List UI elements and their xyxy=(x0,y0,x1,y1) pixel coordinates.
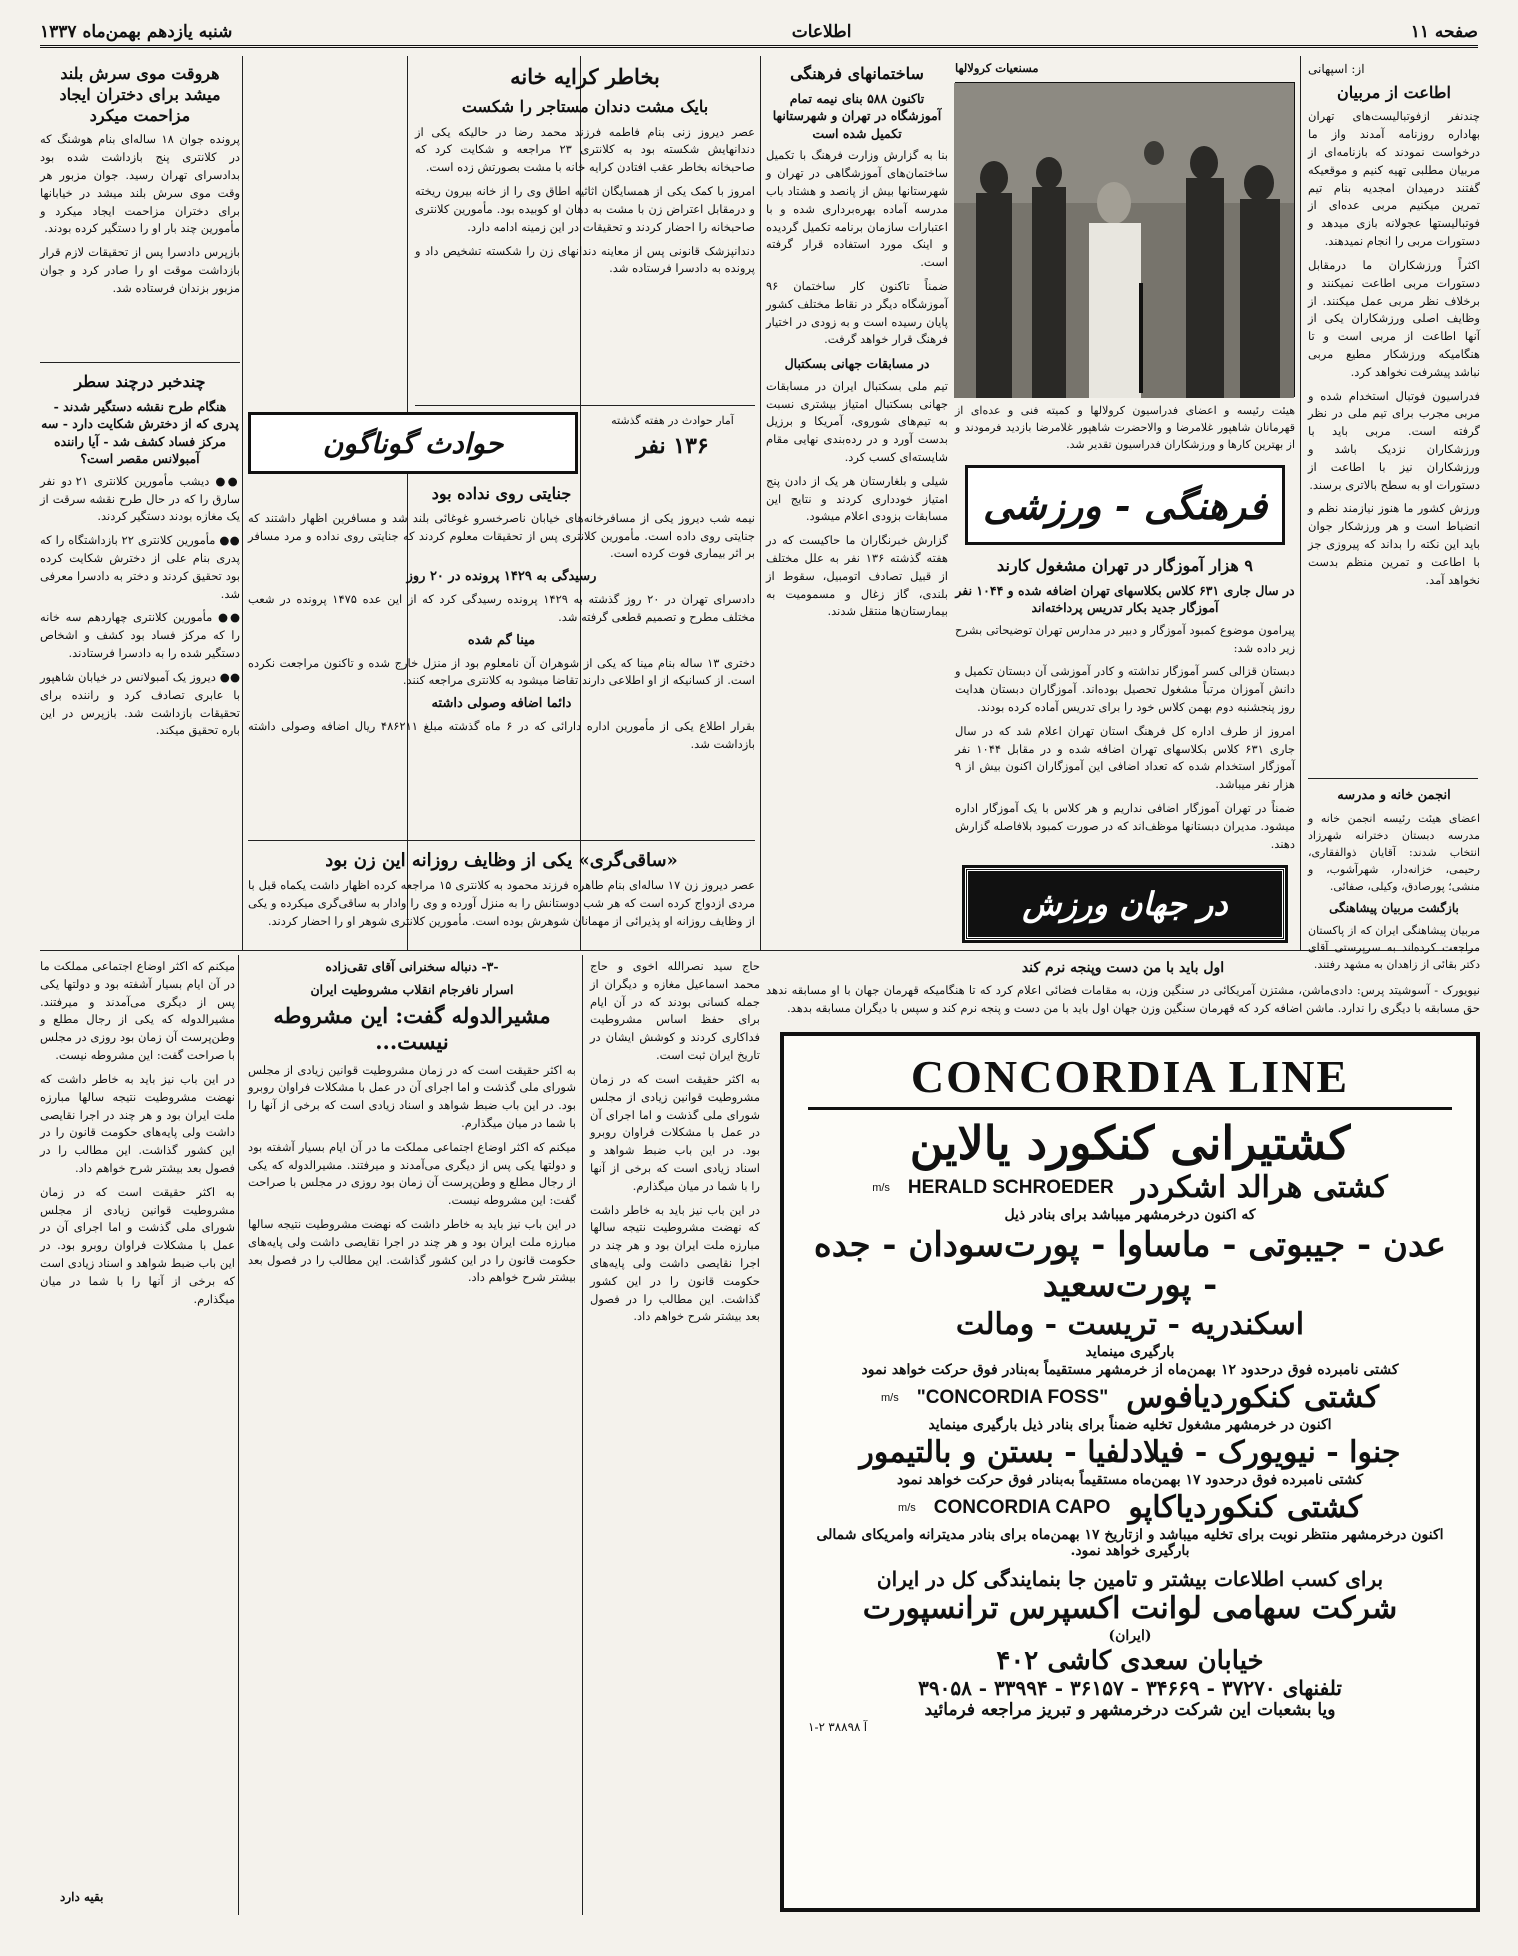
newspaper-name: اطلاعات xyxy=(791,21,852,42)
article-paragraph: ●● دیروز یک آمبولانس در خیابان شاهپور با عابری تصادف کرد و راننده برای تحقیقات بازداشت شد. بازپرس در این باره تحقیق میکند. xyxy=(40,669,240,738)
agent-country: (ایران) xyxy=(1108,1628,1152,1644)
article-subtitle: در مسابقات جهانی بسکتبال xyxy=(784,356,930,372)
incidents-banner: حوادث گوناگون xyxy=(248,412,578,474)
article-paragraph: امروز از طرف اداره کل فرهنگ استان تهران اعلام شد که در سال جاری ۶۳۱ کلاس بکلاسهای تهران اضافه شده و در مقابل ۱۰۴۴ نفر آموزگار استخدام شده که تعداد اضافی این آموزگاران اکنون بیش از ۹ هزار نفر میباشد. xyxy=(955,723,1295,792)
article-label: «ساقی‌گری» xyxy=(578,850,678,871)
article-paragraph: در این باب نیز باید به خاطر داشت که نهضت مشروطیت نتیجه سالها مبارزه ملت ایران بود و هر چند در اجرا نقایصی داشت ولی پایه‌های حکومت قانون را در این کشور گذاشت. این مطالب را در فصول بعد بیشتر شرح خواهم داد. xyxy=(248,1217,576,1285)
article-paragraph: به اکثر حقیقت است که در زمان مشروطیت قوانین زیادی از مجلس شورای ملی گذشت و اما اجرای آن در عمل با مشکلات فراوان روبرو بود. در این باب ضبط شواهد و اسناد زیادی است که برخی از آنها را با شما در میان میگذارم. xyxy=(590,1071,760,1193)
article-school-buildings xyxy=(766,60,948,945)
article-rent xyxy=(415,60,755,400)
sailing-note: کشتی نامبرده فوق درحدود ۱۷ بهمن‌ماه مستقیماً به‌بنادر فوق حرکت خواهد نمود xyxy=(896,1472,1364,1488)
article-title: چندخبر درچند سطر xyxy=(74,372,206,391)
article-title: بخاطر کرایه خانه xyxy=(510,64,660,89)
article-paragraph: بنا به گزارش وزارت فرهنگ با تکمیل ساختمان‌های آموزشگاهی در تهران و شهرستانها بیش از پانصد و هشتاد باب مدرسه آماده بهره‌برداری شده و با اعتبارات سازمان برنامه تکمیل گردیده و اینک مورد استفاده قرار گرفته است. xyxy=(766,148,948,270)
sailing-note: کشتی نامبرده فوق درحدود ۱۲ بهمن‌ماه از خرمشهر مستقیماً به‌بنادر فوق حرکت خواهد نمود xyxy=(861,1362,1399,1378)
ship-prefix: m/s xyxy=(898,1501,916,1514)
article-paragraph: مربیان پیشاهنگی ایران که از پاکستان مراجعت کرده‌اند به سرپرستی آقای دکتر بقائی از زاهدان به مشهد رفتند. xyxy=(1308,923,1480,971)
ship-name-en: HERALD SCHROEDER xyxy=(907,1176,1114,1198)
photo-caption: هیئت رئیسه و اعضای فدراسیون کرولالها و کمیته فنی و عده‌ای از قهرمانان شاهپور غلامرضا و والاحضرت شاهپور غلامرضا بازدید فرمودند و از بهترین کارها و ورزشکاران فدراسیون تقدیر شد. xyxy=(955,404,1295,452)
ad-title-en: CONCORDIA LINE xyxy=(808,1050,1452,1110)
article-title: رسیدگی به ۱۴۲۹ پرونده در ۲۰ روز xyxy=(406,569,597,585)
article-paragraph: دندانپزشک قانونی پس از معاینه دندانهای زن را شکسته تشخیص داد و پرونده به دادسرا فرستاده شد. xyxy=(415,243,755,276)
agent-company: شرکت سهامی لوانت اکسپرس ترانسپورت xyxy=(862,1591,1398,1626)
article-title: اول باید با من دست وپنجه نرم کند xyxy=(1021,960,1225,976)
article-isfahani xyxy=(1308,60,1480,775)
article-title: جنایتی روی نداده بود xyxy=(431,484,572,503)
incident-stats xyxy=(590,412,755,474)
article-paragraph: ضمناً در تهران آموزگار اضافی نداریم و هر کلاس با یک آموزگار اداره میشود. مدیران دبستانها موظف‌اند که در صورت کمبود بلافاصله گزارش دهند. xyxy=(955,801,1295,851)
article-paragraph: ورزش کشور ما هنوز نیازمند نظم و انضباط است و هر ورزشکار جوان باید این نکته را بداند که پیروزی جز با اطاعت و تمرین منظم بدست نخواهد آمد. xyxy=(1308,501,1480,587)
article-title-text: یکی از وظایف روزانه این زن بود xyxy=(325,850,573,871)
section-rule xyxy=(415,405,755,406)
column-rule xyxy=(760,56,761,951)
article-title: ساختمانهای فرهنگی xyxy=(790,64,924,83)
ship-2 xyxy=(808,1380,1452,1415)
column-rule xyxy=(1300,56,1301,951)
series-number: -۳- xyxy=(481,959,499,974)
article-saqi xyxy=(248,845,755,945)
article-paragraph: فدراسیون فوتبال استخدام شده و مربی مجرب برای تیم ملی در نظر گرفته است. مربی باید با ورزشکاران نزدیک باشد و ورزشکاران نیز با اطاعت از دستورات او به سطح بالاتری برسند. xyxy=(1308,388,1480,492)
world-sport-banner: در جهان ورزش xyxy=(965,868,1285,940)
info-line: برای کسب اطلاعات بیشتر و تامین جا بنمایندگی کل در ایران xyxy=(876,1567,1384,1591)
article-paragraph: عصر دیروز زنی بنام فاطمه فرزند محمد رضا در حالیکه یکی از دندانهایش شکسته بود به کلانتری ۲۳ مراجعه و شکایت کرد که صاحبخانه بخاطر عقب افتادن کرایه خانه با مشت بصورتش زده است. xyxy=(415,124,755,175)
article-paragraph: عصر دیروز زن ۱۷ ساله‌ای بنام طاهره فرزند محمود به کلانتری ۱۵ مراجعه کرده اظهار داشت یکماه قبل با مردی ازدواج کرده است که هر شب دوستانش را به منزل آورده و وی را وادار به ساقی‌گری میکرده و یکی از وظایف روزانه او پذیرائی از مهمانان شوهرش بوده است. مأمورین کلانتری شوهر او را احضار کردند. xyxy=(248,878,756,929)
article-paragraph: گزارش خبرنگاران ما حاکیست که در هفته گذشته ۱۳۶ نفر به علل مختلف از قبیل تصادف اتومبیل، سقوط از بلندی، گاز زغال و مسمومیت به بیمارستان‌ها منتقل شدند. xyxy=(766,533,948,619)
agent-phones: تلفنهای ۳۷۲۷۰ - ۳۴۶۶۹ - ۳۶۱۵۷ - ۳۳۹۹۴ - ۳۹۰۵۸ xyxy=(918,1676,1342,1700)
article-paragraph: اعضای هیئت رئیسه انجمن خانه و مدرسه دبستان دخترانه شهرزاد انتخاب شدند: آقایان ذوالفقاری، رحیمی، خزانه‌دار، شهرآشوب، و منشی؛ پورصادق، وکیلی، صفائی. xyxy=(1308,811,1480,894)
stat-value: ۱۳۶ نفر xyxy=(636,433,709,460)
section-rule xyxy=(248,840,755,841)
article-subtitle: در سال جاری ۶۳۱ کلاس بکلاسهای تهران اضافه شده و ۱۰۴۴ نفر آموزگار جدید بکار تدریس پرداخته‌اند xyxy=(955,582,1295,616)
article-paragraph: در این باب نیز باید به خاطر داشت که نهضت مشروطیت نتیجه سالها مبارزه ملت ایران بود و هر چند در اجرا نقایصی داشت ولی پایه‌های حکومت قانون را در این کشور گذاشت. این مطالب را در فصول بعد بیشتر شرح خواهم داد. xyxy=(590,1202,760,1324)
ad-reference: ۱-۲ آ ۳۸۸۹۸ xyxy=(808,1720,868,1734)
stat-title: آمار حوادث در هفته گذشته xyxy=(611,414,734,427)
ship-name-fa: کشتی کنکوردیاکاپو xyxy=(1128,1490,1362,1525)
culture-sports-banner: فرهنگی - ورزشی xyxy=(965,465,1285,545)
article-paragraph: ضمناً تاکنون کار ساختمان ۹۶ آموزشگاه دیگر در نقاط مختلف کشور پایان رسیده است و به زودی در اختیار فرهنگ قرار خواهد گرفت. xyxy=(766,278,948,347)
agent-address: خیابان سعدی کاشی ۴۰۲ xyxy=(996,1646,1264,1676)
ship-name-en: "CONCORDIA FOSS" xyxy=(916,1386,1109,1408)
article-title: ۹ هزار آموزگار در تهران مشغول کارند xyxy=(997,556,1253,575)
incidents-section xyxy=(248,480,755,835)
article-teachers xyxy=(955,552,1295,877)
article-title: اطاعت از مربیان xyxy=(1337,82,1451,102)
article-title xyxy=(248,849,755,872)
article-paragraph: میکنم که اکثر اوضاع اجتماعی مملکت ما در آن ایام بسیار آشفته بود و دولتها یکی پس از دیگری می‌آمدند و میرفتند. مشیرالدوله که یکی از رجال مطلع و وطن‌پرست آن زمان بود روزی در مجلس با صراحت گفت: این مشروطه نیست. xyxy=(40,959,235,1063)
article-paragraph: ●● مأمورین کلانتری ۲۲ بازداشتگاه را که پدری بنام علی از دخترش شکایت کرده بود تحقیق کردند و دختر به دادسرا معرفی شد. xyxy=(40,533,240,601)
article-anjoman xyxy=(1308,784,1480,971)
article-paragraph: ●● دیشب مأمورین کلانتری ۲۱ دو نفر سارق را که در حال طرح نقشه سرقت از یک مغازه بودند دستگیر کردند. xyxy=(40,473,240,524)
article-paragraph: به اکثر حقیقت است که در زمان مشروطیت قوانین زیادی از مجلس شورای ملی گذشت و اما اجرای آن در عمل با مشکلات فراوان روبرو بود. در این باب ضبط شواهد و اسناد زیادی است که برخی از آنها را با شما در میان میگذارم. xyxy=(40,1184,235,1306)
article-subtitle: تاکنون ۵۸۸ بنای نیمه تمام آموزشگاه در تهران و شهرستانها تکمیل شده است xyxy=(772,90,942,141)
article-paragraph: حاج سید نصرالله اخوی و حاج محمد اسماعیل مغازه و دیگران از جمله کسانی بودند که در آن ایام برای حفظ اساس مشروطیت فداکاری کردند و کوشش ایشان در تاریخ ایران ثبت است. xyxy=(590,959,760,1063)
column-rule xyxy=(238,955,239,1915)
article-moshir-cont xyxy=(40,958,235,1888)
article-paragraph: اکثراً ورزشکاران ما درمقابل دستورات مربی اطاعت نمیکنند و برخلاف نظر مربی عمل میکنند. از وظایف اصلی ورزشکاران یکی از آنها اطاعت از مربی است و تا هنگامیکه ورزشکار مطیع مربی نباشد پیشرفت نخواهد کرد. xyxy=(1308,257,1480,379)
article-subtitle: بایک مشت دندان مستاجر را شکست xyxy=(461,97,709,117)
article-paragraph: به اکثر حقیقت است که در زمان مشروطیت قوانین زیادی از مجلس شورای ملی گذشت و اما اجرای آن در عمل با مشکلات فراوان روبرو بود. در این باب ضبط شواهد و اسناد زیادی است که برخی از آنها را با شما در میان میگذارم. xyxy=(248,1062,576,1130)
article-paragraph: دادسرای تهران در ۲۰ روز گذشته به ۱۴۲۹ پرونده رسیدگی کرد که از این عده ۱۴۷۵ پرونده در شعب مختلف مطرح و تصمیم قطعی گرفته شد. xyxy=(248,592,756,624)
article-paragraph: پیرامون موضوع کمبود آموزگار و دبیر در مدارس تهران توضیحاتی بشرح زیر داده شد: xyxy=(955,622,1295,655)
section-rule xyxy=(40,950,1478,951)
article-paragraph: تیم ملی بسکتبال ایران در مسابقات جهانی بسکتبال امتیاز بیشتری نسبت به تیم‌های شوروی، آمریکا و برزیل بدست آورد و در رده‌بندی نهایی مقام شایسته‌ای کسب کرد. xyxy=(766,378,948,464)
article-title: مینا گم شده xyxy=(467,632,536,648)
ship-note: اکنون در خرمشهر مشغول تخلیه ضمناً برای بنادر ذیل بارگیری مینماید xyxy=(928,1417,1332,1433)
article-paragraph: بقرار اطلاع یکی از مأمورین اداره دارائی که در ۶ ماه گذشته مبلغ ۴۸۶۲۱۱ ریال اضافه وصولی داشته بازداشت شد. xyxy=(248,719,755,751)
section-rule xyxy=(40,362,240,363)
article-paragraph: امروز با کمک یکی از همسایگان اثاثیه اطاق وی را از خانه بیرون ریخته و درمقابل اعتراض زن با مشت به دهان او کوبیده بود. مأمورین کلانتری صاحبخانه را احضار کردند و تحقیقات در این زمینه ادامه دارد. xyxy=(415,184,755,234)
article-paragraph: پرونده جوان ۱۸ ساله‌ای بنام هوشنگ که در کلانتری پنج بازداشت شده بود بدادسرای تهران رسید. جوان مزبور هر وقت موی سرش بلند میشد در خیابانها برای دختران مزاحمت ایجاد میکرد و مأمورین چند بار او را دستگیر کرده بودند. xyxy=(40,132,240,236)
article-paragraph: چندنفر ازفوتبالیست‌های تهران بهاداره روزنامه آمدند واز ما درخواست نمودند که بازنامه‌ای از مربیان مطلبی تهیه کنیم و موقعیکه گفتند درمیدان امجدیه بنام تیم تمرین میکنیم مربی عده‌ای از فوتبالیستها عجولانه بازی میدهد و دستورات مربی را انجام نمیدهند. xyxy=(1308,109,1480,249)
issue-date: شنبه یازدهم بهمن‌ماه ۱۳۳۷ xyxy=(40,21,233,42)
destinations: اسکندریه - تریست - ومالت xyxy=(955,1307,1305,1342)
article-paragraph: بازپرس دادسرا پس از تحقیقات لازم قرار بازداشت موقت او را صادر کرد و جوان مزبور بزندان فرستاده شد. xyxy=(40,245,240,295)
article-paragraph: شیلی و بلغارستان هر یک از دادن پنج امتیاز خودداری کردند و نتایج این مسابقات بزودی اعلام میشود. xyxy=(766,473,948,524)
article-paragraph: نیمه شب دیروز یکی از مسافرخانه‌های خیابان ناصرخسرو غوغائی بلند شد و مسافرین اظهار داشتند که جنایتی روی داده است. مأمورین کلانتری پس از تحقیقات معلوم کردند که جنایتی روی نداده و مرد مسافر بر اثر بیماری فوت کرده است. xyxy=(248,510,755,561)
article-title: دائما اضافه وصولی داشته xyxy=(431,696,572,712)
page-number: صفحه ۱۱ xyxy=(1410,21,1478,42)
article-subtitle: هنگام طرح نقشه دستگیر شدند - پدری که از دخترش شکایت دارد - سه مرکز فساد کشف شد - آیا راننده آمبولانس مقصر است؟ xyxy=(41,398,239,467)
photo-image xyxy=(954,83,1294,398)
article-hair xyxy=(40,60,240,360)
article-subtitle: اسرار نافرجام انقلاب مشروطیت ایران xyxy=(310,981,514,997)
article-paragraph: دختری ۱۳ ساله بنام مینا که یکی از شوهران آن نامعلوم بود از منزل خارج شده و تاکنون مراجعت نکرده است. از کسانیکه از او اطلاعی دارند تقاضا میشود به کلانتری مراجعه کنند. xyxy=(248,655,756,688)
ship-note: اکنون درخرمشهر منتظر نوبت برای تخلیه میباشد و ازتاریخ ۱۷ بهمن‌ماه برای بنادر مدیترانه وامریکای شمالی بارگیری خواهد نمود. xyxy=(816,1527,1444,1559)
article-title: انجمن خانه و مدرسه xyxy=(1337,788,1451,803)
ship-prefix: m/s xyxy=(881,1391,899,1404)
ship-note: که اکنون درخرمشهر میباشد برای بنادر ذیل xyxy=(1004,1207,1256,1223)
article-boxer xyxy=(766,955,1480,1025)
ship-name-fa: کشتی کنکوردیافوس xyxy=(1126,1380,1379,1415)
continued-note: بقیه دارد xyxy=(60,1890,104,1904)
ship-prefix: m/s xyxy=(872,1181,890,1194)
photo-label: مسنعیات کرولالها xyxy=(955,61,1039,75)
concordia-ad xyxy=(780,1032,1480,1912)
article-brief-news xyxy=(40,368,240,946)
article-title: مشیرالدوله گفت: این مشروطه نیست... xyxy=(273,1003,551,1055)
article-moshir-col2 xyxy=(590,958,760,1908)
cargo-note: بارگیری مینماید xyxy=(1085,1344,1175,1360)
article-paragraph: ●● مأمورین کلانتری چهاردهم سه خانه را که مرکز فساد بود کشف و اشخاص دستگیر شده را به دادسرا فرستادند. xyxy=(40,610,240,661)
news-photo xyxy=(955,82,1295,397)
article-paragraph: دبستان قزالی کسر آموزگار نداشته و کادر آموزشی آن دبستان تکمیل و دانش آموزان مرتباً مشغول تحصیل بوده‌اند. آموزگاران دبستان هدایت روز پنجشنبه دوم بهمن کلاس خود را برای تدریس آماده کرده بودند. xyxy=(955,664,1295,715)
article-paragraph: نیویورک - آسوشیتد پرس: دادی‌ماشن، مشتزن آمریکائی در سنگین وزن، به مقامات فضائی اعلام کرد که تا هنگامیکه قهرمان جهان با او مسابقه ندهد حق مسابقه با دیگری را ندارد. ماشن اضافه کرد که قهرمان سنگین وزن جهان اول باید با من دست و پنجه نرم کند و سپس با دیگران مسابقه بدهد. xyxy=(766,983,1480,1015)
series-title: دنباله سخنرانی آقای تقی‌زاده xyxy=(325,959,478,974)
article-title: بازگشت مربیان پیشاهنگی xyxy=(1329,901,1459,916)
ship-3 xyxy=(808,1490,1452,1525)
article-moshir xyxy=(248,958,576,1908)
ship-name-en: CONCORDIA CAPO xyxy=(933,1496,1111,1518)
destinations: جنوا - نیویورک - فیلادلفیا - بستن و بالتیمور xyxy=(859,1435,1401,1470)
destinations: عدن - جیبوتی - ماساوا - پورت‌سودان - جده - پورت‌سعید xyxy=(813,1225,1447,1305)
masthead xyxy=(40,18,1478,48)
article-kicker: از: اسپهانی xyxy=(1308,62,1365,76)
column-rule xyxy=(242,56,243,951)
article-title: هروقت موی سرش بلند میشد برای دختران ایجاد مزاحمت میکرد xyxy=(59,64,221,125)
ad-title-fa: کشتیرانی کنکورد یالاین xyxy=(909,1116,1351,1170)
ship-1 xyxy=(808,1170,1452,1205)
agent-branches: ویا بشعبات این شرکت درخرمشهر و تبریز مراجعه فرمائید xyxy=(924,1700,1336,1720)
section-rule xyxy=(1308,778,1478,779)
article-paragraph: میکنم که اکثر اوضاع اجتماعی مملکت ما در آن ایام بسیار آشفته بود و دولتها یکی پس از دیگری می‌آمدند و میرفتند. مشیرالدوله که یکی از رجال مطلع و وطن‌پرست آن زمان بود روزی در مجلس با صراحت گفت: این مشروطه نیست. xyxy=(248,1139,576,1208)
series-header xyxy=(248,958,576,976)
column-rule xyxy=(582,955,583,1915)
article-paragraph: در این باب نیز باید به خاطر داشت که نهضت مشروطیت نتیجه سالها مبارزه ملت ایران بود و هر چند در اجرا نقایصی داشت ولی پایه‌های حکومت قانون را در این کشور گذاشت. این مطالب را در فصول بعد بیشتر شرح خواهم داد. xyxy=(40,1071,235,1175)
ship-name-fa: کشتی هرالد اشکردر xyxy=(1131,1170,1388,1205)
